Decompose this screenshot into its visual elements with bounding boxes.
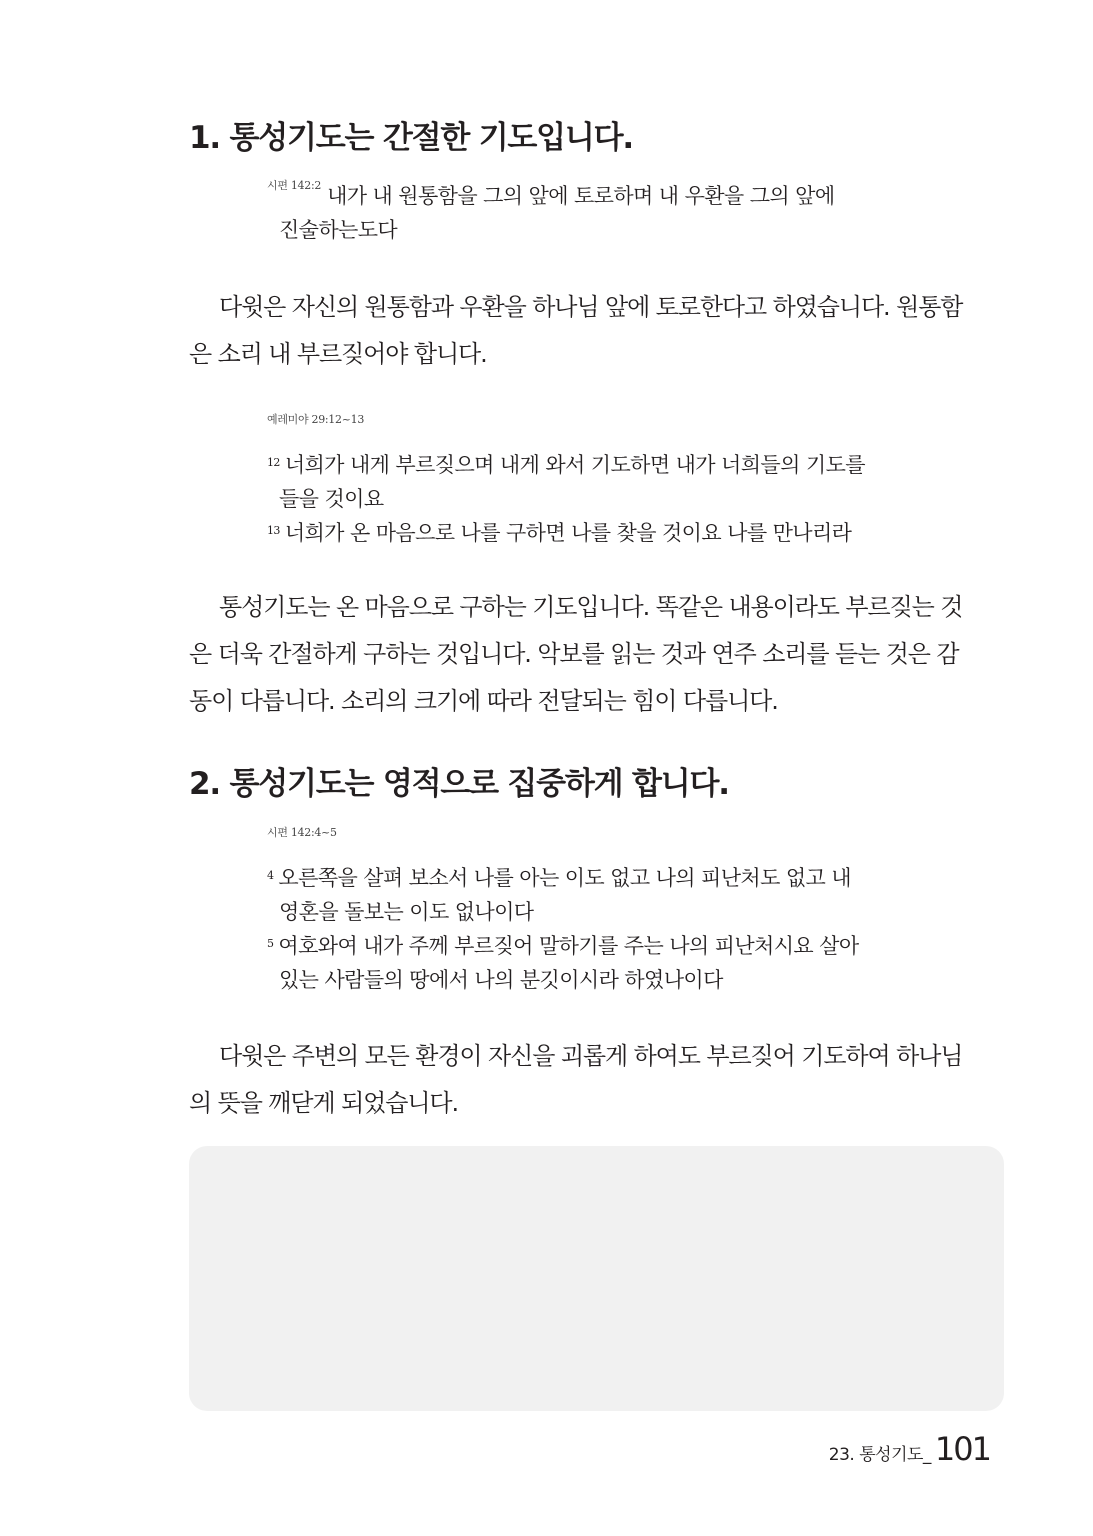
section-2-heading: 2. 통성기도는 영적으로 집중하게 합니다. [189, 766, 729, 802]
verse-text-line: 오른쪽을 살펴 보소서 나를 아는 이도 없고 나의 피난처도 없고 내 [278, 866, 851, 890]
verse-psalm-142-4-5 [267, 825, 967, 997]
notes-box [189, 1146, 1004, 1411]
body-paragraph [189, 584, 1004, 725]
paragraph-line: 다윗은 주변의 모든 환경이 자신을 괴롭게 하여도 부르짖어 기도하여 하나님 [219, 1042, 963, 1070]
chapter-title: 23. 통성기도_ [828, 1445, 931, 1465]
verse-text-line: 너희가 온 마음으로 나를 구하면 나를 찾을 것이요 나를 만나리라 [284, 521, 852, 545]
verse-text-line: 영혼을 돌보는 이도 없나이다 [279, 900, 534, 924]
paragraph-line: 은 더욱 간절하게 구하는 것입니다. 악보를 읽는 것과 연주 소리를 듣는 것은 감 [189, 640, 959, 668]
paragraph-line: 은 소리 내 부르짖어야 합니다. [189, 340, 487, 368]
verse-text-line: 너희가 내게 부르짖으며 내게 와서 기도하면 내가 너희들의 기도를 [284, 453, 865, 477]
paragraph-line: 의 뜻을 깨닫게 되었습니다. [189, 1089, 459, 1117]
paragraph-line: 다윗은 자신의 원통함과 우환을 하나님 앞에 토로한다고 하였습니다. 원통함 [219, 293, 963, 321]
page-number: 101 [934, 1430, 990, 1468]
verse-reference: 시편 142:4~5 [267, 826, 337, 839]
verse-reference: 예레미야 29:12~13 [267, 413, 365, 426]
verse-reference: 시편 142:2 [267, 179, 322, 192]
body-paragraph [189, 284, 1004, 378]
verse-number: 4 [267, 869, 274, 882]
verse-number: 13 [267, 524, 280, 537]
verse-jeremiah-29-12-13 [267, 412, 967, 550]
section-1-heading: 1. 통성기도는 간절한 기도입니다. [189, 120, 633, 156]
page-footer [829, 1430, 990, 1468]
verse-text-line: 진술하는도다 [279, 218, 398, 242]
verse-text-line: 있는 사람들의 땅에서 나의 분깃이시라 하였나이다 [279, 968, 723, 992]
paragraph-line: 동이 다릅니다. 소리의 크기에 따라 전달되는 힘이 다릅니다. [189, 687, 778, 715]
verse-text-line: 여호와여 내가 주께 부르짖어 말하기를 주는 나의 피난처시요 살아 [278, 934, 859, 958]
paragraph-line: 통성기도는 온 마음으로 구하는 기도입니다. 똑같은 내용이라도 부르짖는 것 [219, 593, 963, 621]
verse-text-line: 내가 내 원통함을 그의 앞에 토로하며 내 우환을 그의 앞에 [327, 184, 835, 208]
body-paragraph [189, 1033, 1004, 1127]
verse-number: 12 [267, 456, 280, 469]
verse-number: 5 [267, 937, 274, 950]
verse-text-line: 들을 것이요 [279, 487, 384, 511]
verse-psalm-142-2 [267, 179, 967, 247]
